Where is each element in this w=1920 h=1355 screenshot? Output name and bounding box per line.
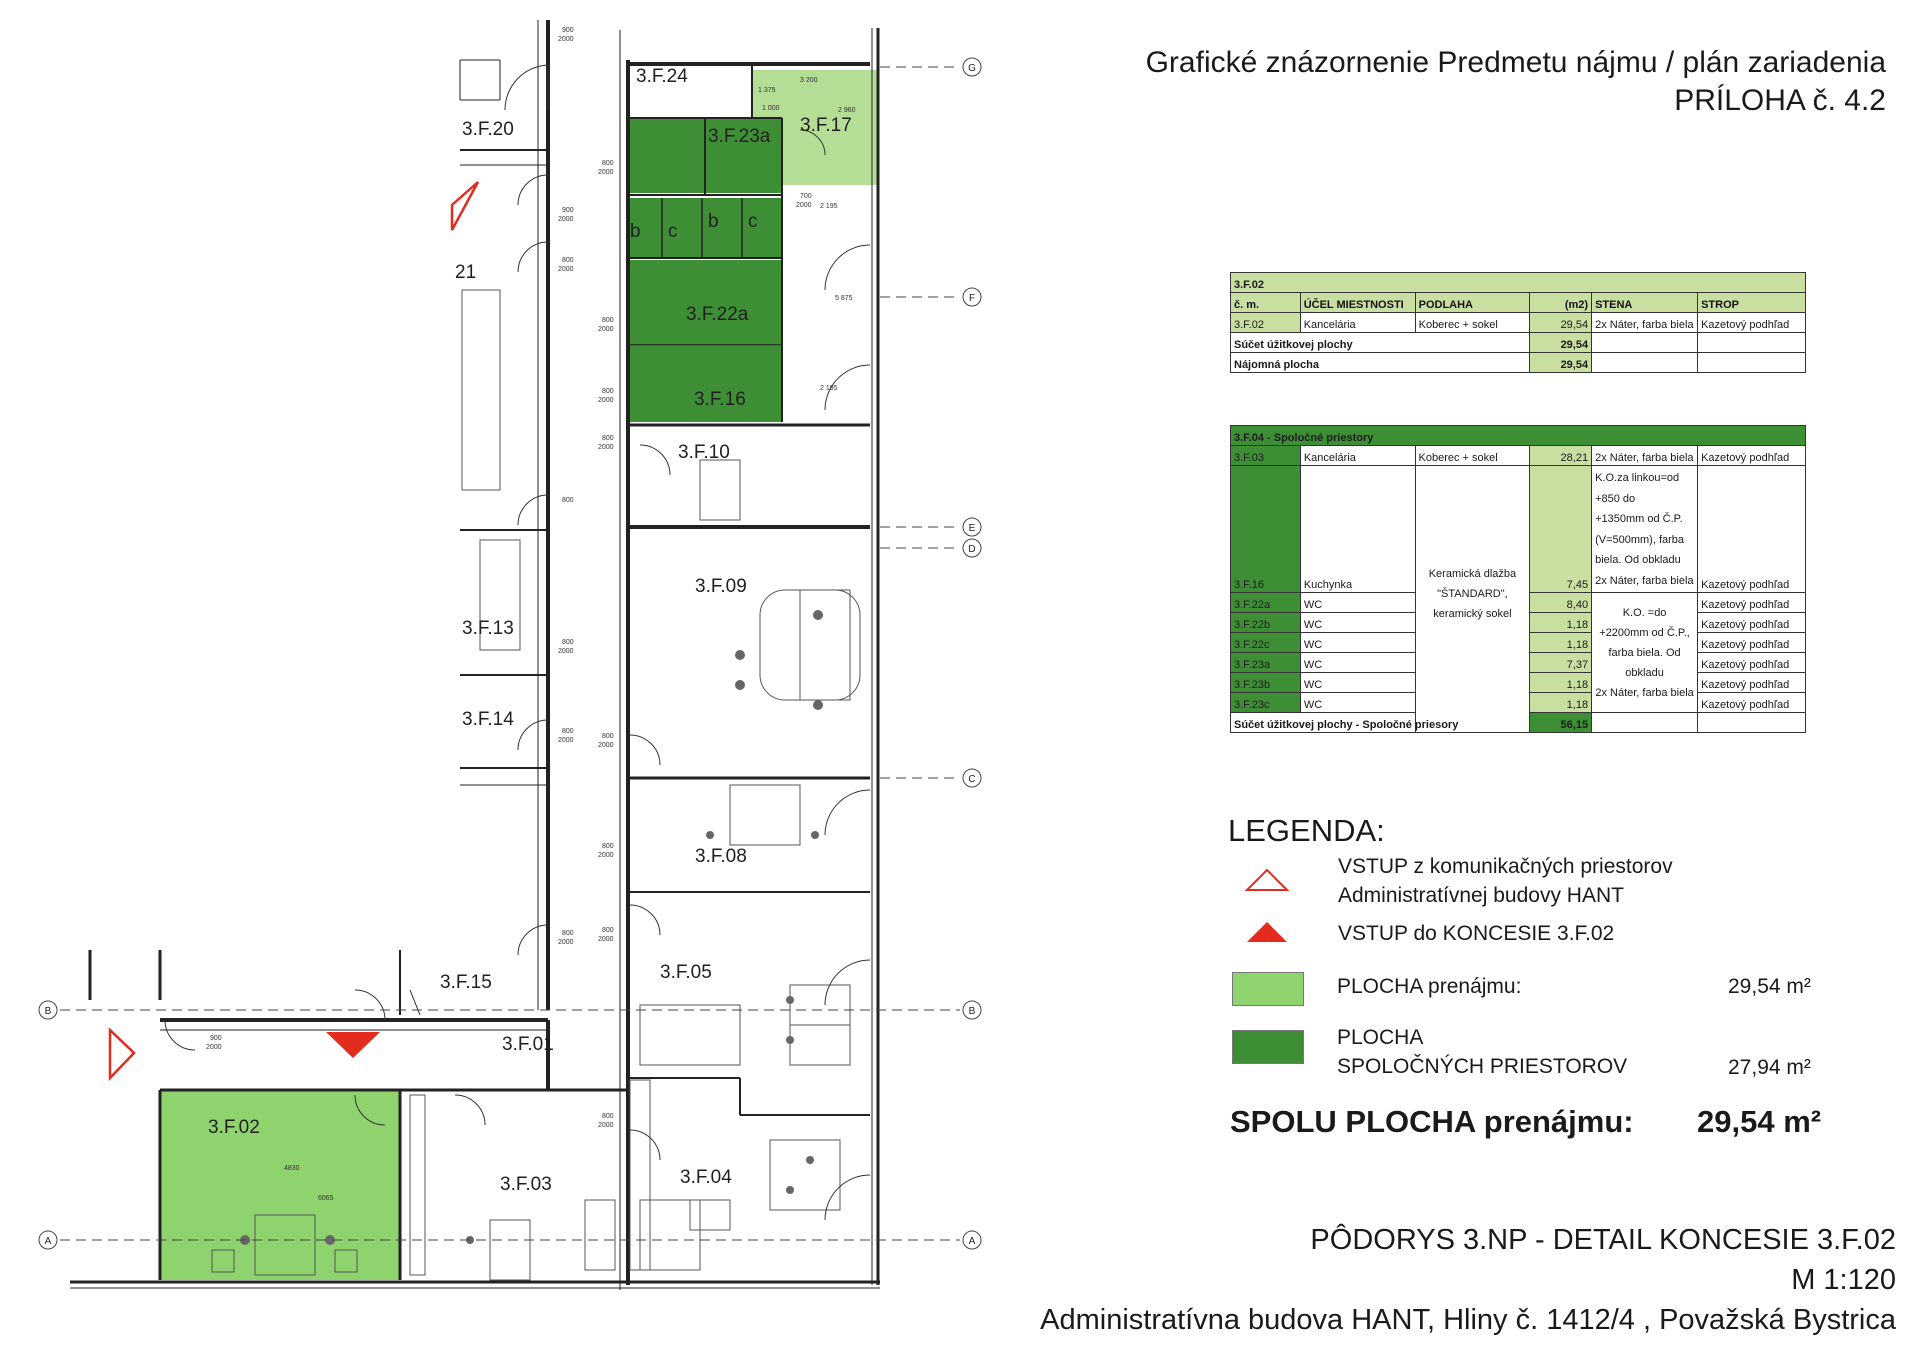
table-row (1231, 466, 1806, 593)
room-label-wc-c1: c (668, 221, 678, 242)
table1-header-podlaha: PODLAHA (1415, 293, 1530, 313)
building-address: Administratívna budova HANT, Hliny č. 1412/4 , Považská Bystrica (1040, 1304, 1896, 1336)
door-label: 2000 (598, 444, 614, 451)
dim-label: 2 195 (820, 203, 838, 210)
table2-cell-strop: Kazetový podhľad (1698, 633, 1806, 653)
table2-cell-strop: Kazetový podhľad (1698, 593, 1806, 613)
table1-cell-cm: 3.F.02 (1231, 313, 1301, 333)
kitchen-note-line: K.O.za linkou=od (1595, 472, 1680, 484)
table1-cell-strop: Kazetový podhľad (1698, 313, 1806, 333)
table2-cell-strop: Kazetový podhľad (1698, 446, 1806, 466)
plan-scale: M 1:120 (1791, 1264, 1896, 1296)
door-label: 800 (562, 257, 574, 264)
axis-label-f: F (968, 293, 976, 304)
legend-title: LEGENDA: (1228, 813, 1385, 848)
entry-outline-triangle-icon (1244, 867, 1290, 893)
table2-cell-cm: 3.F.22b (1231, 613, 1301, 633)
table-row (1231, 446, 1806, 466)
table2-kitchen-wall-note (1592, 466, 1698, 593)
door-label: 2000 (598, 852, 614, 859)
dim-label: 1 000 (762, 105, 780, 112)
axis-label-b-left: B (44, 1006, 52, 1017)
legend-entry-outline (1338, 852, 1673, 910)
door-label: 800 (562, 930, 574, 937)
legend-common-label (1337, 1023, 1627, 1081)
axis-label-a-left: A (44, 1236, 52, 1247)
door-label: 2000 (598, 936, 614, 943)
table2-cell-ucel: WC (1300, 593, 1415, 613)
door-label: 2000 (598, 326, 614, 333)
table-common-spaces (1230, 425, 1806, 733)
table1-sum-label: Súčet úžitkovej plochy (1231, 333, 1530, 353)
table2-cell-ucel: WC (1300, 633, 1415, 653)
room-label-3F04: 3.F.04 (680, 1167, 732, 1188)
axis-label-e: E (968, 523, 976, 534)
axis-label-a-right: A (968, 1236, 976, 1247)
axis-label-g: G (968, 63, 976, 74)
table2-cell-m2: 7,45 (1530, 466, 1592, 593)
door-label: 700 (800, 193, 812, 200)
door-label: 2000 (598, 169, 614, 176)
table2-cell-m2: 1,18 (1530, 613, 1592, 633)
table2-cell-m2: 1,18 (1530, 633, 1592, 653)
door-label: 2000 (558, 36, 574, 43)
room-label-3F09: 3.F.09 (695, 576, 747, 597)
entry-triangle-outline-upper (452, 182, 478, 230)
table2-cell-cm: 3.F.03 (1231, 446, 1301, 466)
table2-sum-value: 56,15 (1530, 713, 1592, 733)
door-label: 900 (210, 1035, 222, 1042)
table2-cell-cm: 3.F.22c (1231, 633, 1301, 653)
legend-common-value: 27,94 m² (1728, 1056, 1811, 1079)
table1-header-stena: STENA (1592, 293, 1698, 313)
table2-cell-strop: Kazetový podhľad (1698, 466, 1806, 593)
kitchen-note-line: +1350mm od Č.P. (1595, 513, 1683, 525)
table2-cell-ucel: WC (1300, 613, 1415, 633)
table1-header-cm: č. m. (1231, 293, 1301, 313)
axis-label-c: C (968, 774, 976, 785)
axis-label-b-right: B (968, 1006, 976, 1017)
wc-note-line: 2x Náter, farba biela (1595, 686, 1694, 699)
room-label-3F16: 3.F.16 (694, 389, 746, 410)
table2-wc-wall-note (1592, 593, 1698, 713)
room-label-3F21: 21 (455, 262, 477, 283)
table2-cell-ucel: Kancelária (1300, 446, 1415, 466)
room-label-3F14: 3.F.14 (462, 709, 514, 730)
table2-cell-ucel: WC (1300, 653, 1415, 673)
lease-area-3F02 (160, 1090, 400, 1280)
room-label-3F17: 3.F.17 (800, 115, 852, 136)
table2-cell-ucel: WC (1300, 673, 1415, 693)
entry-triangle-outline-lower (110, 1030, 134, 1078)
floor-note-line: Keramická dlažba (1428, 568, 1517, 580)
table2-title: 3.F.04 - Spoločné priestory (1231, 426, 1806, 446)
wc-note-line: obkladu (1625, 666, 1664, 679)
room-label-3F15: 3.F.15 (440, 972, 492, 993)
floor-note-line: keramický sokel (1433, 608, 1512, 620)
kitchen-note-line: 2x Náter, farba biela (1595, 574, 1694, 587)
footer-block (1040, 1220, 1896, 1340)
table1-rent-label: Nájomná plocha (1231, 353, 1530, 373)
door-label: 2000 (558, 266, 574, 273)
table2-floor-note (1415, 466, 1530, 733)
door-label: 2000 (598, 742, 614, 749)
room-label-3F08: 3.F.08 (695, 846, 747, 867)
appendix-label: PRÍLOHA č. 4.2 (1674, 84, 1886, 117)
table1-cell-m2: 29,54 (1530, 313, 1592, 333)
table2-cell-cm: 3.F.22a (1231, 593, 1301, 613)
door-label: 800 (602, 388, 614, 395)
table2-cell-strop: Kazetový podhľad (1698, 673, 1806, 693)
room-label-3F10: 3.F.10 (678, 442, 730, 463)
door-label: 800 (562, 497, 574, 504)
table1-header-ucel: ÚČEL MIESTNOSTI (1300, 293, 1415, 313)
door-label: 800 (562, 639, 574, 646)
table1-header-m2: (m2) (1530, 293, 1592, 313)
legend-entry-solid: VSTUP do KONCESIE 3.F.02 (1338, 922, 1615, 945)
room-label-3F22a: 3.F.22a (686, 304, 749, 325)
common-area-3F16 (630, 346, 782, 422)
door-label: 800 (562, 728, 574, 735)
table2-cell-m2: 28,21 (1530, 446, 1592, 466)
table2-cell-m2: 1,18 (1530, 693, 1592, 713)
door-label: 800 (602, 843, 614, 850)
wc-note-line: farba biela. Od (1608, 646, 1681, 659)
table2-cell-m2: 7,37 (1530, 653, 1592, 673)
room-label-3F05: 3.F.05 (660, 962, 712, 983)
dim-label: 2 195 (820, 385, 838, 392)
legend-lease-value: 29,54 m² (1728, 975, 1811, 998)
table2-sum-label: Súčet úžitkovej plochy - Spoločné priesory (1231, 713, 1530, 733)
dim-label: 5 875 (835, 295, 853, 302)
table2-cell-cm: 3.F.16 (1231, 466, 1301, 593)
table1-header-strop: STROP (1698, 293, 1806, 313)
table2-cell-cm: 3.F.23a (1231, 653, 1301, 673)
dim-label: 1 375 (758, 87, 776, 94)
common-area-wc-row (630, 198, 782, 258)
table2-cell-cm: 3.F.23b (1231, 673, 1301, 693)
kitchen-note-line: biela. Od obkladu (1595, 554, 1681, 566)
room-label-3F20: 3.F.20 (462, 119, 514, 140)
table-lease-room (1230, 272, 1806, 373)
legend-common-line2: SPOLOČNÝCH PRIESTOROV (1337, 1055, 1628, 1078)
wc-note-line: +2200mm od Č.P., (1599, 626, 1690, 639)
door-label: 2000 (558, 737, 574, 744)
door-label: 2000 (558, 648, 574, 655)
room-label-3F23a: 3.F.23a (708, 126, 771, 147)
title-block (1146, 44, 1886, 120)
table2-cell-m2: 8,40 (1530, 593, 1592, 613)
table2-cell-ucel: WC (1300, 693, 1415, 713)
legend-common-swatch (1232, 1030, 1304, 1064)
door-label: 800 (602, 733, 614, 740)
room-label-wc-c2: c (748, 211, 758, 232)
door-label: 800 (602, 1113, 614, 1120)
total-value: 29,54 m² (1697, 1104, 1822, 1139)
room-label-3F03: 3.F.03 (500, 1174, 552, 1195)
room-label-3F02: 3.F.02 (208, 1117, 260, 1138)
door-label: 2000 (796, 202, 812, 209)
door-label: 800 (602, 435, 614, 442)
table1-cell-podlaha: Koberec + sokel (1415, 313, 1530, 333)
door-label: 900 (562, 207, 574, 214)
floor-note-line: "ŠTANDARD", (1437, 588, 1508, 600)
entry-triangle-solid (326, 1032, 380, 1058)
table-row (1231, 313, 1806, 333)
table1-sum-value: 29,54 (1530, 333, 1592, 353)
dim-label: 6065 (318, 1195, 334, 1202)
axis-label-d: D (968, 544, 976, 555)
door-label: 2000 (558, 939, 574, 946)
dim-label: 2 960 (838, 107, 856, 114)
door-label: 2000 (206, 1044, 222, 1051)
wc-note-line: K.O. =do (1622, 606, 1667, 619)
page-title: Grafické znázornenie Predmetu nájmu / plán zariadenia (1145, 46, 1886, 79)
total-label: SPOLU PLOCHA prenájmu: (1230, 1104, 1634, 1139)
table2-cell-strop: Kazetový podhľad (1698, 613, 1806, 633)
door-label: 900 (562, 27, 574, 34)
table2-cell-ucel: Kuchynka (1300, 466, 1415, 593)
legend-lease-swatch (1232, 972, 1304, 1006)
door-label: 800 (602, 927, 614, 934)
table1-cell-stena: 2x Náter, farba biela (1592, 313, 1698, 333)
table1-cell-ucel: Kancelária (1300, 313, 1415, 333)
table2-cell-stena: 2x Náter, farba biela (1592, 446, 1698, 466)
room-label-3F01: 3.F.01 (502, 1034, 554, 1055)
table2-cell-podlaha: Koberec + sokel (1415, 446, 1530, 466)
legend-entry-outline-line2: Administratívnej budovy HANT (1338, 884, 1624, 907)
table2-cell-strop: Kazetový podhľad (1698, 653, 1806, 673)
plan-title: PÔDORYS 3.NP - DETAIL KONCESIE 3.F.02 (1310, 1224, 1896, 1256)
legend-lease-label: PLOCHA prenájmu: (1337, 975, 1522, 998)
entry-solid-triangle-icon (1244, 919, 1290, 945)
legend-entry-outline-line1: VSTUP z komunikačných priestorov (1338, 855, 1673, 878)
table2-cell-strop: Kazetový podhľad (1698, 693, 1806, 713)
legend-common-line1: PLOCHA (1337, 1026, 1424, 1049)
dim-label: 3 200 (800, 77, 818, 84)
room-label-wc-b1: b (630, 221, 641, 242)
door-label: 800 (602, 160, 614, 167)
kitchen-note-line: (V=500mm), farba (1595, 533, 1685, 546)
room-label-3F13: 3.F.13 (462, 618, 514, 639)
dim-label: 4830 (284, 1165, 300, 1172)
table2-cell-m2: 1,18 (1530, 673, 1592, 693)
kitchen-note-line: +850 do (1595, 492, 1636, 505)
door-label: 2000 (558, 216, 574, 223)
room-label-wc-b2: b (708, 211, 719, 232)
table2-cell-cm: 3.F.23c (1231, 693, 1301, 713)
common-area-3F22a (630, 260, 782, 345)
table1-rent-value: 29,54 (1530, 353, 1592, 373)
door-label: 2000 (598, 397, 614, 404)
door-label: 800 (602, 317, 614, 324)
room-label-3F24: 3.F.24 (636, 66, 688, 87)
table1-title: 3.F.02 (1231, 273, 1806, 293)
door-label: 2000 (598, 1122, 614, 1129)
